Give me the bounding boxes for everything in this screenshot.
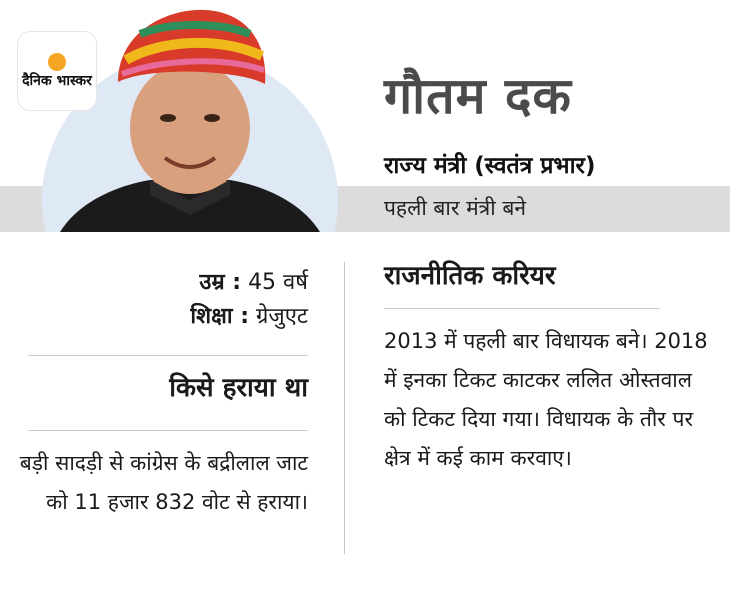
left-divider-1 xyxy=(28,355,308,356)
education-label: शिक्षा : xyxy=(190,304,249,329)
age-label: उम्र : xyxy=(199,270,242,295)
defeated-text: बड़ी सादड़ी से कांग्रेस के बद्रीलाल जाट को 11 हजार 832 वोट से हराया। xyxy=(19,451,308,514)
left-divider-2 xyxy=(28,430,308,431)
education-row xyxy=(190,300,308,334)
education-value: ग्रेजुएट xyxy=(256,304,308,329)
dainik-bhaskar-logo xyxy=(18,32,96,110)
career-text: 2013 में पहली बार विधायक बने। 2018 में इनका टिकट काटकर ललित ओस्तवाल को टिकट दिया गया। विधायक के तौर पर क्षेत्र में कई काम करवाए। xyxy=(384,329,708,470)
age-value: 45 वर्ष xyxy=(248,270,308,295)
personal-details xyxy=(190,266,308,334)
age-row xyxy=(190,266,308,300)
logo-sun-icon xyxy=(48,53,66,71)
career-title: राजनीतिक करियर xyxy=(384,261,556,291)
profile-name: गौतम दक xyxy=(384,67,572,125)
right-divider xyxy=(384,308,660,309)
profile-first-time: पहली बार मंत्री बने xyxy=(384,196,527,220)
defeated-title: किसे हराया था xyxy=(169,373,308,403)
logo-text: दैनिक भास्कर xyxy=(22,73,92,89)
column-divider xyxy=(344,262,345,554)
profile-post: राज्य मंत्री (स्वतंत्र प्रभार) xyxy=(384,153,596,179)
